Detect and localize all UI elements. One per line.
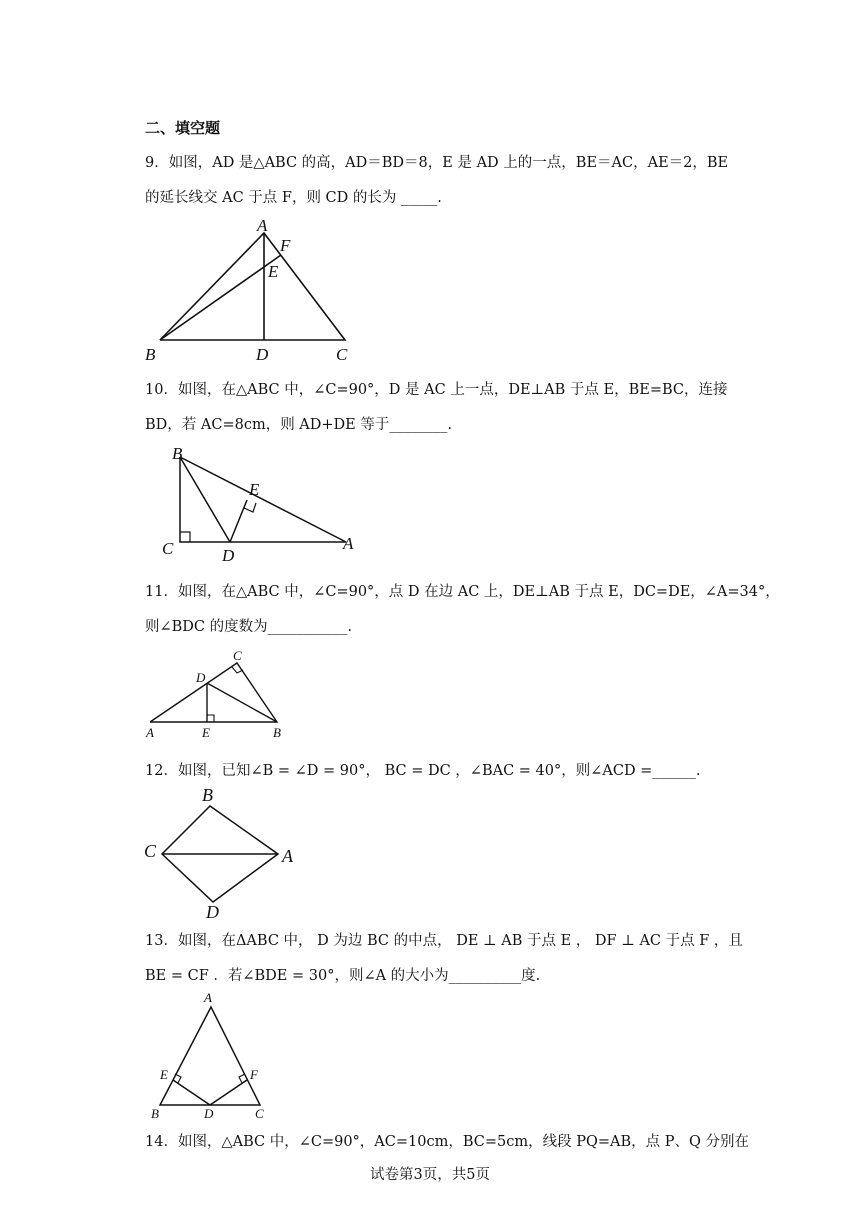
q12-label-a: A [282, 846, 293, 866]
q13-label-a: A [204, 990, 212, 1005]
q10-label-c: C [162, 539, 174, 558]
q13-triangle-abc [160, 1007, 260, 1105]
q11-line-db [207, 683, 277, 722]
q10-line-de [230, 500, 247, 542]
q11-label-a: A [146, 725, 154, 740]
q11-label-e: E [202, 725, 210, 740]
q12-line-1: 12．如图，已知∠B = ∠D = 90°， BC = DC ，∠BAC = 40°，则∠ACD =______. [145, 763, 701, 779]
q9-figure [140, 215, 360, 365]
q9-line-1: 9．如图，AD 是△ABC 的高，AD＝BD＝8，E 是 AD 上的一点，BE＝AC，AE＝2，BE [145, 155, 729, 171]
q11-line-1: 11．如图，在△ABC 中，∠C=90°，点 D 在边 AC 上，DE⊥AB 于点 E，DC=DE，∠A=34°， [145, 584, 780, 600]
q10-label-d: D [222, 546, 235, 565]
q12-label-c: C [144, 841, 157, 861]
q10-line-2: BD，若 AC=8cm，则 AD+DE 等于________. [145, 417, 452, 433]
q13-label-b: B [151, 1106, 159, 1121]
q12-label-b: B [202, 786, 213, 805]
q13-line-df [210, 1080, 247, 1105]
q9-label-e: E [268, 262, 279, 281]
section-title: 二、填空题 [145, 119, 221, 137]
q11-right-angle-e [207, 715, 214, 722]
q9-label-b: B [145, 345, 156, 364]
q9-label-f: F [280, 236, 291, 255]
q13-label-d: D [204, 1106, 214, 1121]
q12-figure [140, 786, 310, 922]
q12-label-d: D [206, 902, 219, 922]
q10-right-angle-c [180, 532, 190, 542]
q10-label-a: A [343, 534, 354, 553]
q9-label-d: D [256, 345, 269, 364]
q13-label-c: C [255, 1106, 264, 1121]
q10-label-b: B [172, 444, 183, 463]
q9-line-bf [160, 255, 281, 340]
q13-label-e: E [160, 1067, 168, 1082]
page-footer: 试卷第3页，共5页 [370, 1167, 490, 1183]
q11-label-c: C [233, 648, 242, 663]
q11-triangle-abc [150, 663, 277, 722]
q13-label-f: F [250, 1067, 258, 1082]
q11-label-d: D [196, 670, 206, 685]
q9-label-c: C [336, 345, 348, 364]
q13-line-1: 13．如图，在ΔABC 中， D 为边 BC 的中点， DE ⊥ AB 于点 E ， DF ⊥ AC 于点 F ，且 [145, 933, 743, 949]
q13-line-de [173, 1080, 210, 1105]
q10-label-e: E [249, 480, 260, 499]
q11-figure [140, 645, 290, 745]
q9-triangle-abc [160, 233, 345, 340]
q9-line-2: 的延长线交 AC 于点 F，则 CD 的长为 _____. [145, 190, 442, 206]
q13-figure [140, 990, 280, 1122]
q14-line-1: 14．如图，△ABC 中，∠C=90°，AC=10cm，BC=5cm，线段 PQ=AB，点 P、Q 分别在 [145, 1134, 749, 1150]
q11-line-2: 则∠BDC 的度数为___________. [145, 619, 352, 635]
q10-line-1: 10．如图，在△ABC 中，∠C=90°，D 是 AC 上一点，DE⊥AB 于点 E，BE=BC，连接 [145, 382, 728, 398]
q10-figure [158, 442, 368, 568]
q13-line-2: BE = CF ．若∠BDE = 30°，则∠A 的大小为__________度. [145, 968, 541, 984]
q9-label-a: A [257, 216, 268, 235]
q11-label-b: B [273, 725, 281, 740]
